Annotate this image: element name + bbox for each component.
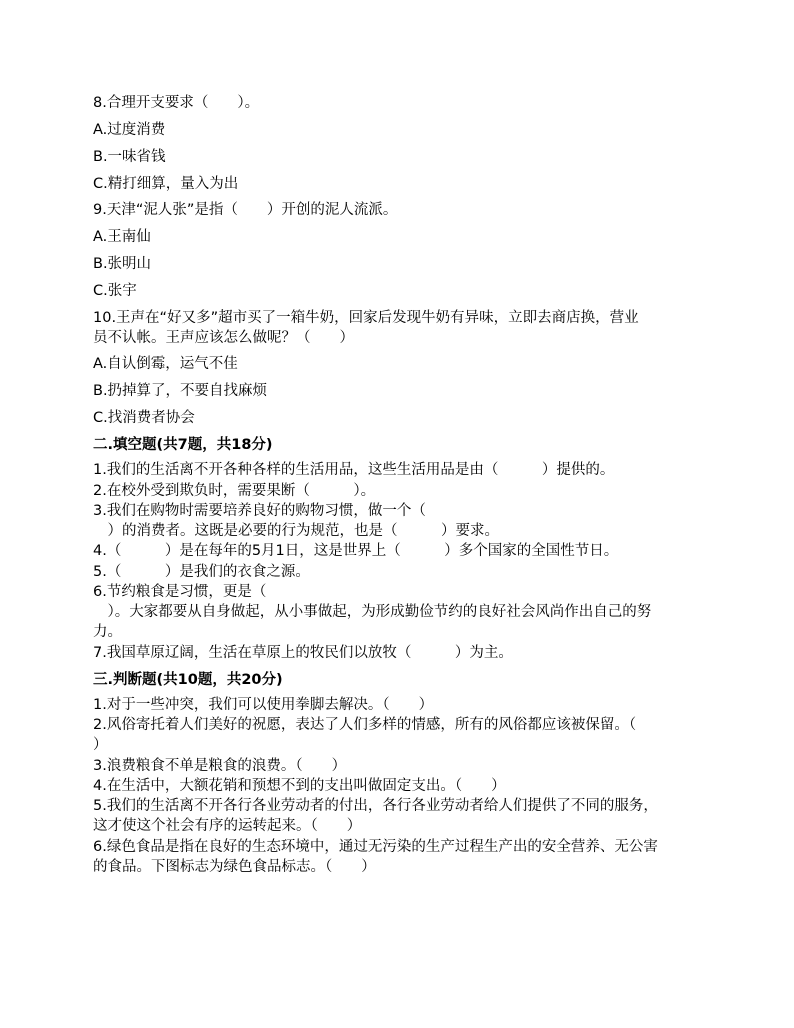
judge-1: 1.对于一些冲突，我们可以使用拳脚去解决。（ ）: [93, 697, 434, 713]
question-9-option-b: B.张明山: [93, 256, 152, 272]
question-8-stem: 8.合理开支要求（ ）。: [93, 95, 260, 111]
question-9-stem: 9.天津“泥人张”是指（ ）开创的泥人流派。: [93, 202, 398, 218]
question-8-option-c: C.精打细算，量入为出: [93, 176, 239, 192]
question-9-option-c: C.张宇: [93, 283, 137, 299]
judge-6-line1: 6.绿色食品是指在良好的生态环境中，通过无污染的生产过程生产出的安全营养、无公害: [93, 839, 658, 855]
question-8-option-b: B.一味省钱: [93, 149, 166, 165]
section-2-heading: 二.填空题(共7题，共18分): [93, 437, 273, 453]
fill-3-line2: ）的消费者。这既是必要的行为规范，也是（ ）要求。: [93, 523, 499, 539]
fill-6-line3: 力。: [93, 624, 122, 640]
question-10-option-a: A.自认倒霉，运气不佳: [93, 356, 238, 372]
section-3-heading: 三.判断题(共10题，共20分): [93, 672, 283, 688]
question-10-stem-line2: 员不认帐。王声应该怎么做呢？（ ）: [93, 330, 354, 346]
fill-6-line1: 6.节约粮食是习惯，更是（: [93, 584, 267, 600]
fill-6-line2: ）。大家都要从自身做起，从小事做起，为形成勤俭节约的良好社会风尚作出自己的努: [93, 604, 652, 620]
question-10-stem-line1: 10.王声在“好又多”超市买了一箱牛奶，回家后发现牛奶有异味，立即去商店换，营业: [93, 310, 639, 326]
judge-6-line2: 的食品。下图标志为绿色食品标志。（ ）: [93, 859, 376, 875]
judge-4: 4.在生活中，大额花销和预想不到的支出叫做固定支出。（ ）: [93, 778, 506, 794]
fill-3-line1: 3.我们在购物时需要培养良好的购物习惯，做一个（: [93, 503, 426, 519]
question-8-option-a: A.过度消费: [93, 122, 166, 138]
question-9-option-a: A.王南仙: [93, 229, 151, 245]
judge-5-line2: 这才使这个社会有序的运转起来。（ ）: [93, 818, 362, 834]
question-10-option-c: C.找消费者协会: [93, 410, 195, 426]
judge-5-line1: 5.我们的生活离不开各行各业劳动者的付出，各行各业劳动者给人们提供了不同的服务，: [93, 798, 658, 814]
fill-2: 2.在校外受到欺负时，需要果断（ ）。: [93, 483, 376, 499]
judge-3: 3.浪费粮食不单是粮食的浪费。（ ）: [93, 758, 347, 774]
fill-7: 7.我国草原辽阔，生活在草原上的牧民们以放牧（ ）为主。: [93, 645, 513, 661]
fill-4: 4.（ ）是在每年的5月1日，这是世界上（ ）多个国家的全国性节日。: [93, 543, 619, 559]
fill-1: 1.我们的生活离不开各种各样的生活用品，这些生活用品是由（ ）提供的。: [93, 462, 615, 478]
fill-5: 5.（ ）是我们的衣食之源。: [93, 564, 310, 580]
judge-2-line1: 2.风俗寄托着人们美好的祝愿，表达了人们多样的情感，所有的风俗都应该被保留。（: [93, 717, 637, 733]
question-10-option-b: B.扔掉算了，不要自找麻烦: [93, 383, 268, 399]
judge-2-line2: ）: [93, 737, 108, 753]
